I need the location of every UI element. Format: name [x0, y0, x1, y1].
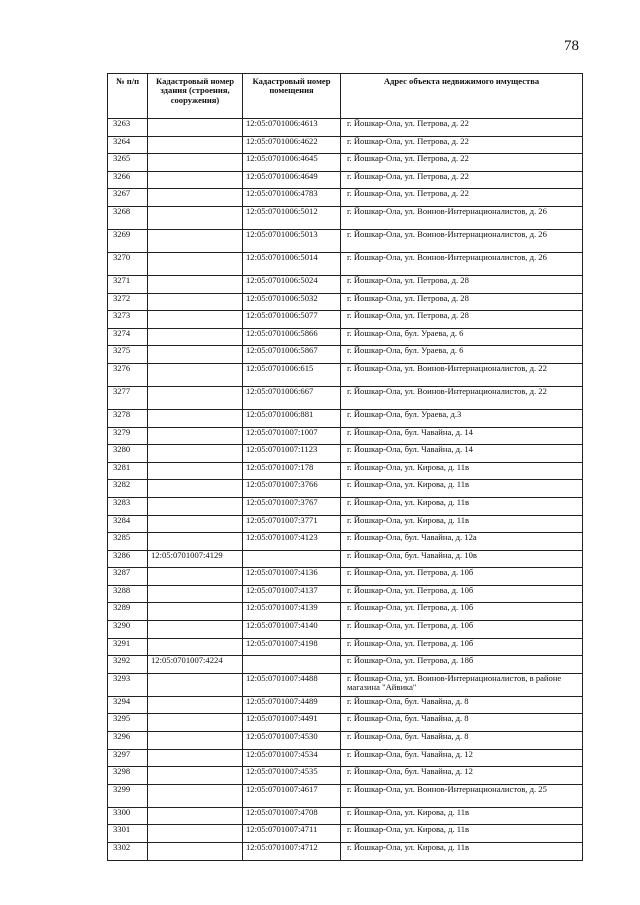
room-cadastral-cell: 12:05:0701007:1123 — [243, 445, 341, 463]
row-number: 3300 — [108, 807, 148, 825]
building-cadastral-cell — [148, 825, 243, 843]
table-row — [108, 427, 583, 445]
room-cadastral-cell: 12:05:0701007:4198 — [243, 638, 341, 656]
building-cadastral-cell — [148, 311, 243, 329]
row-number: 3280 — [108, 445, 148, 463]
table-row — [108, 275, 583, 293]
row-number: 3281 — [108, 462, 148, 480]
table-row — [108, 229, 583, 252]
table-body — [108, 119, 583, 861]
building-cadastral-cell — [148, 293, 243, 311]
table-row — [108, 843, 583, 861]
building-cadastral-cell — [148, 189, 243, 207]
table-row — [108, 568, 583, 586]
address-cell: г. Йошкар-Ола, ул. Петрова, д. 18б — [341, 656, 583, 674]
row-number: 3263 — [108, 119, 148, 137]
row-number: 3267 — [108, 189, 148, 207]
room-cadastral-cell: 12:05:0701007:4711 — [243, 825, 341, 843]
room-cadastral-cell: 12:05:0701006:667 — [243, 386, 341, 409]
row-number: 3283 — [108, 497, 148, 515]
table-row — [108, 732, 583, 750]
table-row — [108, 363, 583, 386]
row-number: 3302 — [108, 843, 148, 861]
row-number: 3297 — [108, 749, 148, 767]
building-cadastral-cell — [148, 621, 243, 639]
room-cadastral-cell — [243, 550, 341, 568]
table-row — [108, 603, 583, 621]
row-number: 3299 — [108, 784, 148, 807]
room-cadastral-cell: 12:05:0701007:4530 — [243, 732, 341, 750]
header-address: Адрес объекта недвижимого имущества — [341, 74, 583, 119]
room-cadastral-cell: 12:05:0701006:5013 — [243, 229, 341, 252]
table-row — [108, 749, 583, 767]
table-row — [108, 293, 583, 311]
address-cell: г. Йошкар-Ола, ул. Кирова, д. 11в — [341, 480, 583, 498]
building-cadastral-cell — [148, 807, 243, 825]
room-cadastral-cell: 12:05:0701007:4617 — [243, 784, 341, 807]
address-cell: г. Йошкар-Ола, бул. Чавайна, д. 8 — [341, 732, 583, 750]
address-cell: г. Йошкар-Ола, ул. Петрова, д. 22 — [341, 119, 583, 137]
header-number: № п/п — [108, 74, 148, 119]
room-cadastral-cell: 12:05:0701006:5867 — [243, 346, 341, 364]
room-cadastral-cell: 12:05:0701007:4140 — [243, 621, 341, 639]
building-cadastral-cell — [148, 427, 243, 445]
row-number: 3273 — [108, 311, 148, 329]
building-cadastral-cell — [148, 603, 243, 621]
row-number: 3279 — [108, 427, 148, 445]
address-cell: г. Йошкар-Ола, ул. Воинов-Интернационалистов, д. 22 — [341, 363, 583, 386]
building-cadastral-cell — [148, 229, 243, 252]
address-cell: г. Йошкар-Ола, бул. Ураева, д. 6 — [341, 346, 583, 364]
page-number: 78 — [564, 38, 579, 54]
address-cell: г. Йошкар-Ола, ул. Воинов-Интернационалистов, д. 26 — [341, 252, 583, 275]
building-cadastral-cell — [148, 206, 243, 229]
table-row — [108, 638, 583, 656]
room-cadastral-cell: 12:05:0701006:881 — [243, 409, 341, 427]
row-number: 3289 — [108, 603, 148, 621]
row-number: 3293 — [108, 673, 148, 696]
row-number: 3266 — [108, 171, 148, 189]
table-row — [108, 714, 583, 732]
building-cadastral-cell — [148, 497, 243, 515]
address-cell: г. Йошкар-Ола, ул. Петрова, д. 28 — [341, 275, 583, 293]
building-cadastral-cell — [148, 568, 243, 586]
address-cell: г. Йошкар-Ола, ул. Петрова, д. 28 — [341, 311, 583, 329]
row-number: 3272 — [108, 293, 148, 311]
room-cadastral-cell: 12:05:0701007:4534 — [243, 749, 341, 767]
room-cadastral-cell: 12:05:0701006:5012 — [243, 206, 341, 229]
row-number: 3288 — [108, 585, 148, 603]
room-cadastral-cell: 12:05:0701006:615 — [243, 363, 341, 386]
room-cadastral-cell: 12:05:0701007:4489 — [243, 696, 341, 714]
table-row — [108, 409, 583, 427]
table-row — [108, 462, 583, 480]
table-row — [108, 515, 583, 533]
table-row — [108, 311, 583, 329]
room-cadastral-cell: 12:05:0701007:4139 — [243, 603, 341, 621]
address-cell: г. Йошкар-Ола, бул. Чавайна, д. 12а — [341, 533, 583, 551]
address-cell: г. Йошкар-Ола, бул. Ураева, д.3 — [341, 409, 583, 427]
room-cadastral-cell: 12:05:0701007:178 — [243, 462, 341, 480]
address-cell: г. Йошкар-Ола, ул. Кирова, д. 11в — [341, 497, 583, 515]
table-row — [108, 784, 583, 807]
row-number: 3286 — [108, 550, 148, 568]
building-cadastral-cell — [148, 784, 243, 807]
room-cadastral-cell: 12:05:0701006:4622 — [243, 136, 341, 154]
row-number: 3271 — [108, 275, 148, 293]
table-row — [108, 696, 583, 714]
address-cell: г. Йошкар-Ола, ул. Кирова, д. 11в — [341, 807, 583, 825]
building-cadastral-cell — [148, 462, 243, 480]
table-row — [108, 252, 583, 275]
room-cadastral-cell: 12:05:0701006:5077 — [243, 311, 341, 329]
row-number: 3282 — [108, 480, 148, 498]
header-room-cadastral: Кадастровый номер помещения — [243, 74, 341, 119]
row-number: 3265 — [108, 154, 148, 172]
building-cadastral-cell — [148, 585, 243, 603]
row-number: 3277 — [108, 386, 148, 409]
address-cell: г. Йошкар-Ола, ул. Петрова, д. 10б — [341, 568, 583, 586]
table-row — [108, 346, 583, 364]
row-number: 3290 — [108, 621, 148, 639]
building-cadastral-cell — [148, 409, 243, 427]
row-number: 3278 — [108, 409, 148, 427]
address-cell: г. Йошкар-Ола, ул. Воинов-Интернационалистов, в районе магазина "Айвика" — [341, 673, 583, 696]
room-cadastral-cell: 12:05:0701006:5032 — [243, 293, 341, 311]
address-cell: г. Йошкар-Ола, ул. Петрова, д. 22 — [341, 189, 583, 207]
table-row — [108, 807, 583, 825]
table-row — [108, 767, 583, 785]
address-cell: г. Йошкар-Ола, ул. Петрова, д. 22 — [341, 154, 583, 172]
address-cell: г. Йошкар-Ола, ул. Петрова, д. 28 — [341, 293, 583, 311]
address-cell: г. Йошкар-Ола, бул. Чавайна, д. 14 — [341, 427, 583, 445]
building-cadastral-cell — [148, 445, 243, 463]
address-cell: г. Йошкар-Ола, ул. Петрова, д. 22 — [341, 171, 583, 189]
table-row — [108, 533, 583, 551]
building-cadastral-cell — [148, 154, 243, 172]
address-cell: г. Йошкар-Ола, бул. Чавайна, д. 14 — [341, 445, 583, 463]
table-row — [108, 206, 583, 229]
building-cadastral-cell: 12:05:0701007:4129 — [148, 550, 243, 568]
row-number: 3275 — [108, 346, 148, 364]
row-number: 3274 — [108, 328, 148, 346]
building-cadastral-cell — [148, 346, 243, 364]
table-row — [108, 171, 583, 189]
row-number: 3270 — [108, 252, 148, 275]
room-cadastral-cell: 12:05:0701007:3767 — [243, 497, 341, 515]
room-cadastral-cell: 12:05:0701006:4649 — [243, 171, 341, 189]
room-cadastral-cell: 12:05:0701006:4613 — [243, 119, 341, 137]
room-cadastral-cell: 12:05:0701007:4708 — [243, 807, 341, 825]
row-number: 3285 — [108, 533, 148, 551]
building-cadastral-cell — [148, 533, 243, 551]
row-number: 3298 — [108, 767, 148, 785]
room-cadastral-cell: 12:05:0701007:4136 — [243, 568, 341, 586]
building-cadastral-cell — [148, 275, 243, 293]
address-cell: г. Йошкар-Ола, ул. Кирова, д. 11в — [341, 825, 583, 843]
room-cadastral-cell: 12:05:0701006:5014 — [243, 252, 341, 275]
room-cadastral-cell: 12:05:0701007:1007 — [243, 427, 341, 445]
building-cadastral-cell — [148, 136, 243, 154]
row-number: 3301 — [108, 825, 148, 843]
address-cell: г. Йошкар-Ола, бул. Чавайна, д. 12 — [341, 749, 583, 767]
address-cell: г. Йошкар-Ола, бул. Чавайна, д. 8 — [341, 714, 583, 732]
address-cell: г. Йошкар-Ола, ул. Воинов-Интернационалистов, д. 25 — [341, 784, 583, 807]
room-cadastral-cell: 12:05:0701007:4535 — [243, 767, 341, 785]
table-row — [108, 480, 583, 498]
building-cadastral-cell — [148, 363, 243, 386]
address-cell: г. Йошкар-Ола, ул. Петрова, д. 22 — [341, 136, 583, 154]
building-cadastral-cell — [148, 714, 243, 732]
row-number: 3292 — [108, 656, 148, 674]
table-row — [108, 445, 583, 463]
table-row — [108, 621, 583, 639]
building-cadastral-cell — [148, 515, 243, 533]
row-number: 3291 — [108, 638, 148, 656]
building-cadastral-cell — [148, 328, 243, 346]
row-number: 3284 — [108, 515, 148, 533]
building-cadastral-cell — [148, 749, 243, 767]
table-row — [108, 585, 583, 603]
row-number: 3294 — [108, 696, 148, 714]
address-cell: г. Йошкар-Ола, ул. Воинов-Интернационалистов, д. 26 — [341, 206, 583, 229]
room-cadastral-cell: 12:05:0701006:4783 — [243, 189, 341, 207]
table-row — [108, 119, 583, 137]
building-cadastral-cell — [148, 171, 243, 189]
address-cell: г. Йошкар-Ола, бул. Чавайна, д. 8 — [341, 696, 583, 714]
table-row — [108, 386, 583, 409]
address-cell: г. Йошкар-Ола, ул. Кирова, д. 11в — [341, 843, 583, 861]
row-number: 3276 — [108, 363, 148, 386]
address-cell: г. Йошкар-Ола, ул. Петрова, д. 10б — [341, 585, 583, 603]
building-cadastral-cell — [148, 252, 243, 275]
row-number: 3268 — [108, 206, 148, 229]
address-cell: г. Йошкар-Ола, бул. Ураева, д. 6 — [341, 328, 583, 346]
row-number: 3295 — [108, 714, 148, 732]
address-cell: г. Йошкар-Ола, ул. Петрова, д. 10б — [341, 621, 583, 639]
room-cadastral-cell: 12:05:0701006:5866 — [243, 328, 341, 346]
table-row — [108, 673, 583, 696]
address-cell: г. Йошкар-Ола, ул. Петрова, д. 10б — [341, 638, 583, 656]
room-cadastral-cell: 12:05:0701006:4645 — [243, 154, 341, 172]
property-table — [107, 73, 583, 861]
row-number: 3269 — [108, 229, 148, 252]
room-cadastral-cell: 12:05:0701007:3771 — [243, 515, 341, 533]
address-cell: г. Йошкар-Ола, бул. Чавайна, д. 10в — [341, 550, 583, 568]
address-cell: г. Йошкар-Ола, ул. Воинов-Интернационалистов, д. 26 — [341, 229, 583, 252]
room-cadastral-cell: 12:05:0701007:4712 — [243, 843, 341, 861]
table-row — [108, 550, 583, 568]
table-row — [108, 497, 583, 515]
table-row — [108, 154, 583, 172]
address-cell: г. Йошкар-Ола, ул. Петрова, д. 10б — [341, 603, 583, 621]
header-building-cadastral: Кадастровый номер здания (строения, сооружения) — [148, 74, 243, 119]
room-cadastral-cell: 12:05:0701007:4488 — [243, 673, 341, 696]
building-cadastral-cell — [148, 673, 243, 696]
building-cadastral-cell: 12:05:0701007:4224 — [148, 656, 243, 674]
building-cadastral-cell — [148, 119, 243, 137]
room-cadastral-cell: 12:05:0701007:4123 — [243, 533, 341, 551]
address-cell: г. Йошкар-Ола, ул. Кирова, д. 11в — [341, 515, 583, 533]
room-cadastral-cell — [243, 656, 341, 674]
table-row — [108, 328, 583, 346]
building-cadastral-cell — [148, 696, 243, 714]
address-cell: г. Йошкар-Ола, бул. Чавайна, д. 12 — [341, 767, 583, 785]
building-cadastral-cell — [148, 480, 243, 498]
table-header-row — [108, 74, 583, 119]
building-cadastral-cell — [148, 386, 243, 409]
address-cell: г. Йошкар-Ола, ул. Кирова, д. 11в — [341, 462, 583, 480]
building-cadastral-cell — [148, 638, 243, 656]
room-cadastral-cell: 12:05:0701007:3766 — [243, 480, 341, 498]
room-cadastral-cell: 12:05:0701007:4137 — [243, 585, 341, 603]
building-cadastral-cell — [148, 732, 243, 750]
row-number: 3287 — [108, 568, 148, 586]
table-row — [108, 825, 583, 843]
building-cadastral-cell — [148, 843, 243, 861]
table-row — [108, 136, 583, 154]
row-number: 3296 — [108, 732, 148, 750]
table-row — [108, 189, 583, 207]
room-cadastral-cell: 12:05:0701006:5024 — [243, 275, 341, 293]
table-row — [108, 656, 583, 674]
address-cell: г. Йошкар-Ола, ул. Воинов-Интернационалистов, д. 22 — [341, 386, 583, 409]
building-cadastral-cell — [148, 767, 243, 785]
room-cadastral-cell: 12:05:0701007:4491 — [243, 714, 341, 732]
row-number: 3264 — [108, 136, 148, 154]
